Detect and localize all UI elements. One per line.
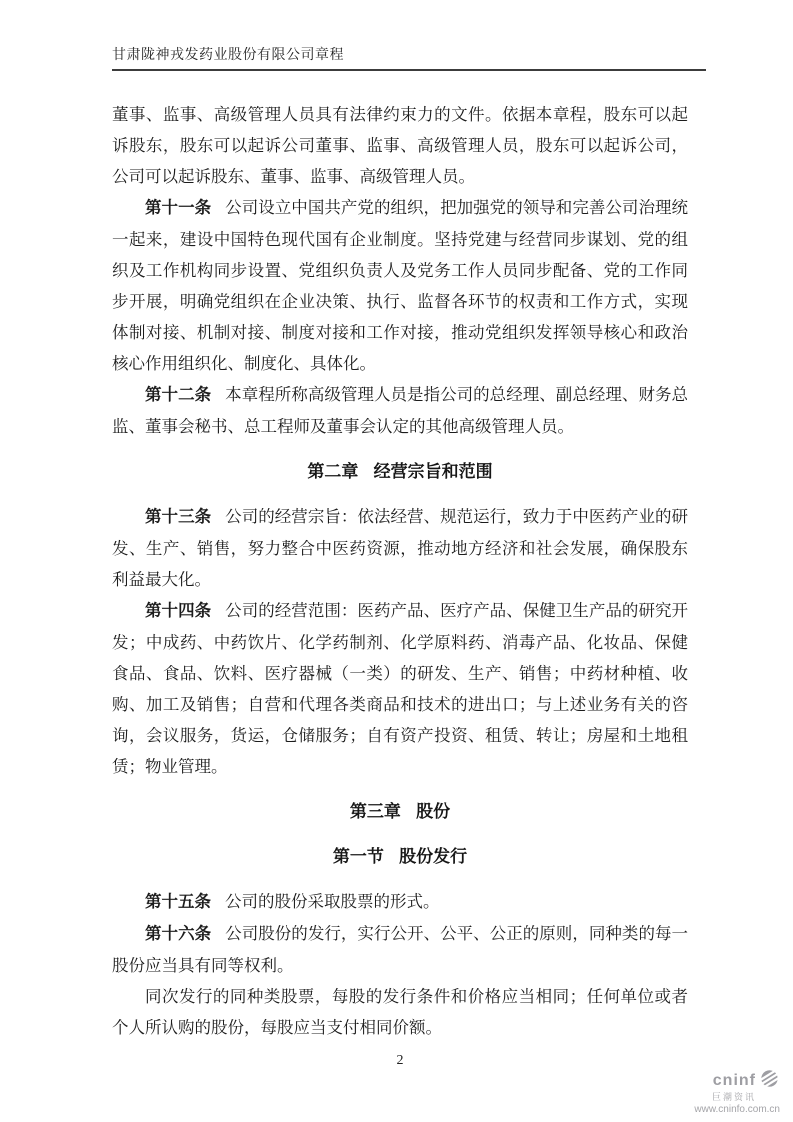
paragraph-same-issue: 同次发行的同种类股票，每股的发行条件和价格应当相同；任何单位或者个人所认购的股份，每股应当支付相同价额。 [112,987,688,1037]
article-12 [112,379,688,442]
cninfo-swirl-icon [759,1069,780,1093]
page-number: 2 [396,1053,404,1068]
chapter-2-label: 第二章 [307,462,359,481]
article-14-label: 第十四条 [145,602,212,620]
cninfo-watermark [694,1069,780,1115]
article-11-label: 第十一条 [145,199,212,217]
article-16-label: 第十六条 [145,925,212,943]
cninfo-url: www.cninfo.com.cn [694,1104,780,1115]
article-13-text: 公司的经营宗旨：依法经营、规范运行，致力于中医药产业的研发、生产、销售，努力整合中医药资源，推动地方经济和社会发展，确保股东利益最大化。 [112,507,689,589]
cninfo-logo-row [694,1069,780,1093]
cninfo-brand-text: cninf [712,1071,756,1089]
article-15-label: 第十五条 [145,893,211,911]
section-1-label: 第一节 [332,847,384,866]
article-12-text: 本章程所称高级管理人员是指公司的总经理、副总经理、财务总监、董事会秘书、总工程师及董事会认定的其他高级管理人员。 [112,385,689,436]
article-13-label: 第十三条 [145,508,212,526]
section-1-title: 股份发行 [399,847,468,866]
cninfo-chinese-name: 巨潮资讯 [711,1092,756,1103]
article-13 [112,501,688,595]
article-14 [112,595,688,782]
article-11 [112,192,688,379]
chapter-2-heading [112,456,688,487]
article-15-text: 公司的股份采取股票的形式。 [225,892,440,911]
document-header [112,44,706,71]
article-11-text: 公司设立中国共产党的组织，把加强党的领导和完善公司治理统一起来，建设中国特色现代国有企业制度。坚持党建与经营同步谋划、党的组织及工作机构同步设置、党组织负责人及党务工作人员同步配备、党的工作同步开展，明确党组织在企业决策、执行、监督各环节的权责和工作方式，实现体制对接、机制对接、制度对接和工作对接，推动党组织发挥领导核心和政治核心作用组织化、制度化、具体化。 [112,198,689,373]
article-16-text: 公司股份的发行，实行公开、公平、公正的原则，同种类的每一股份应当具有同等权利。 [112,924,689,975]
document-header-title: 甘肃陇神戎发药业股份有限公司章程 [112,48,344,63]
article-12-label: 第十二条 [145,386,212,404]
chapter-3-heading [112,796,688,827]
section-1-heading [112,841,688,872]
article-15 [112,886,688,918]
article-14-text: 公司的经营范围：医药产品、医疗产品、保健卫生产品的研究开发；中成药、中药饮片、化学药制剂、化学原料药、消毒产品、化妆品、保健食品、食品、饮料、医疗器械（一类）的研发、生产、销售；中药材种植、收购、加工及销售；自营和代理各类商品和技术的进出口；与上述业务有关的咨询，会议服务，货运，仓储服务；自有资产投资、租赁、转让；房屋和土地租赁；物业管理。 [112,601,689,776]
document-body [112,99,688,1076]
chapter-2-title: 经营宗旨和范围 [373,462,493,481]
paragraph-continuation: 董事、监事、高级管理人员具有法律约束力的文件。依据本章程，股东可以起诉股东，股东可以起诉公司董事、监事、高级管理人员，股东可以起诉公司，公司可以起诉股东、董事、监事、高级管理人员。 [112,105,688,186]
chapter-3-label: 第三章 [349,802,401,821]
chapter-3-title: 股份 [416,802,451,821]
article-16 [112,918,688,981]
